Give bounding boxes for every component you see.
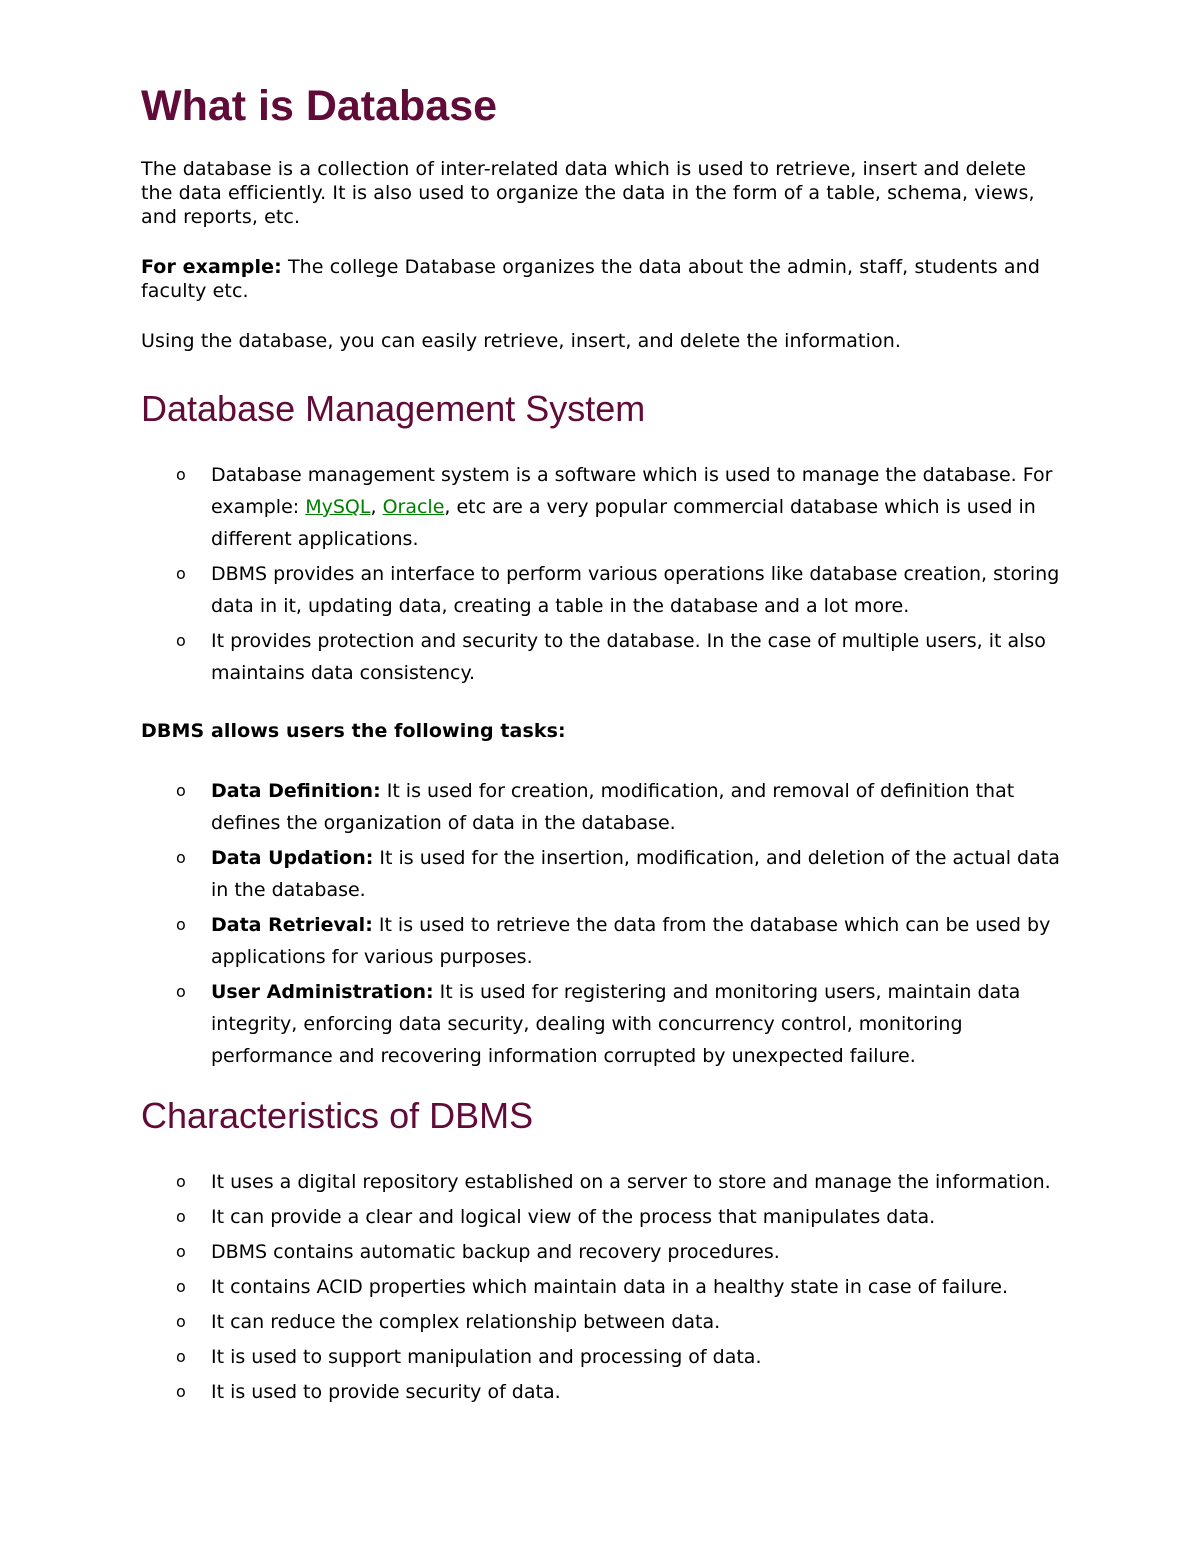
usage-paragraph: Using the database, you can easily retrieve, insert, and delete the information.: [141, 330, 901, 352]
list-item: o Database management system is a software which is used to manage the database. For example: MySQL, Oracle, etc are a very popular commercial database which is used in different applications.: [141, 459, 1060, 555]
example-label: For example:: [141, 256, 282, 278]
list-item: o It uses a digital repository established on a server to store and manage the information.: [141, 1166, 1060, 1198]
bullet-icon: o: [176, 1172, 186, 1191]
dbms-list: [141, 459, 1060, 689]
example-paragraph: [141, 255, 1060, 303]
task-text: It is used for registering and monitoring users, maintain data integrity, enforcing data security, dealing with concurrency control, monitoring performance and recovering information corrupted by unexpected failure.: [211, 981, 1021, 1067]
bullet-icon: o: [176, 1207, 186, 1226]
task-label: Data Updation:: [211, 847, 374, 869]
bullet-icon: o: [176, 1347, 186, 1366]
list-item: o DBMS provides an interface to perform various operations like database creation, storing data in it, updating data, creating a table in the database and a lot more.: [141, 558, 1060, 622]
bullet-icon: o: [176, 982, 186, 1001]
bullet-icon: o: [176, 631, 186, 650]
bullet-icon: o: [176, 1312, 186, 1331]
bullet-icon: o: [176, 781, 186, 800]
bullet-icon: o: [176, 1242, 186, 1261]
list-item: o It is used to provide security of data.: [141, 1376, 1060, 1408]
list-item: [141, 775, 1060, 839]
oracle-link[interactable]: Oracle: [382, 496, 445, 518]
list-item: [141, 976, 1060, 1072]
mysql-link[interactable]: MySQL: [305, 496, 371, 518]
characteristics-heading: Characteristics of DBMS: [141, 1095, 534, 1136]
bullet-icon: o: [176, 1382, 186, 1401]
task-text: It is used for the insertion, modification, and deletion of the actual data in the database.: [211, 847, 1060, 901]
bullet-icon: o: [176, 1277, 186, 1296]
tasks-list: [141, 775, 1060, 1072]
task-label: Data Retrieval:: [211, 914, 373, 936]
list-item: o It provides protection and security to the database. In the case of multiple users, it also maintains data consistency.: [141, 625, 1060, 689]
intro-paragraph: The database is a collection of inter-related data which is used to retrieve, insert and delete the data efficiently. It is also used to organize the data in the form of a table, schema, views, and reports, etc.: [141, 158, 1035, 228]
list-item: o It contains ACID properties which maintain data in a healthy state in case of failure.: [141, 1271, 1060, 1303]
list-item: o DBMS contains automatic backup and recovery procedures.: [141, 1236, 1060, 1268]
bullet-icon: o: [176, 915, 186, 934]
task-label: User Administration:: [211, 981, 434, 1003]
page-title: What is Database: [141, 82, 498, 130]
characteristics-list: [141, 1166, 1060, 1408]
task-text: It is used for creation, modification, and removal of definition that defines the organization of data in the database.: [211, 780, 1015, 834]
task-text: It is used to retrieve the data from the database which can be used by applications for various purposes.: [211, 914, 1051, 968]
list-item: o It is used to support manipulation and processing of data.: [141, 1341, 1060, 1373]
task-label: Data Definition:: [211, 780, 381, 802]
list-item: o It can provide a clear and logical view of the process that manipulates data.: [141, 1201, 1060, 1233]
list-item: [141, 909, 1060, 973]
bullet-icon: o: [176, 848, 186, 867]
list-item: o It can reduce the complex relationship between data.: [141, 1306, 1060, 1338]
bullet-icon: o: [176, 564, 186, 583]
example-text: The college Database organizes the data about the admin, staff, students and faculty etc.: [141, 256, 1040, 302]
tasks-heading: DBMS allows users the following tasks:: [141, 720, 566, 742]
dbms-heading: Database Management System: [141, 388, 646, 429]
bullet-icon: o: [176, 465, 186, 484]
list-item: [141, 842, 1060, 906]
